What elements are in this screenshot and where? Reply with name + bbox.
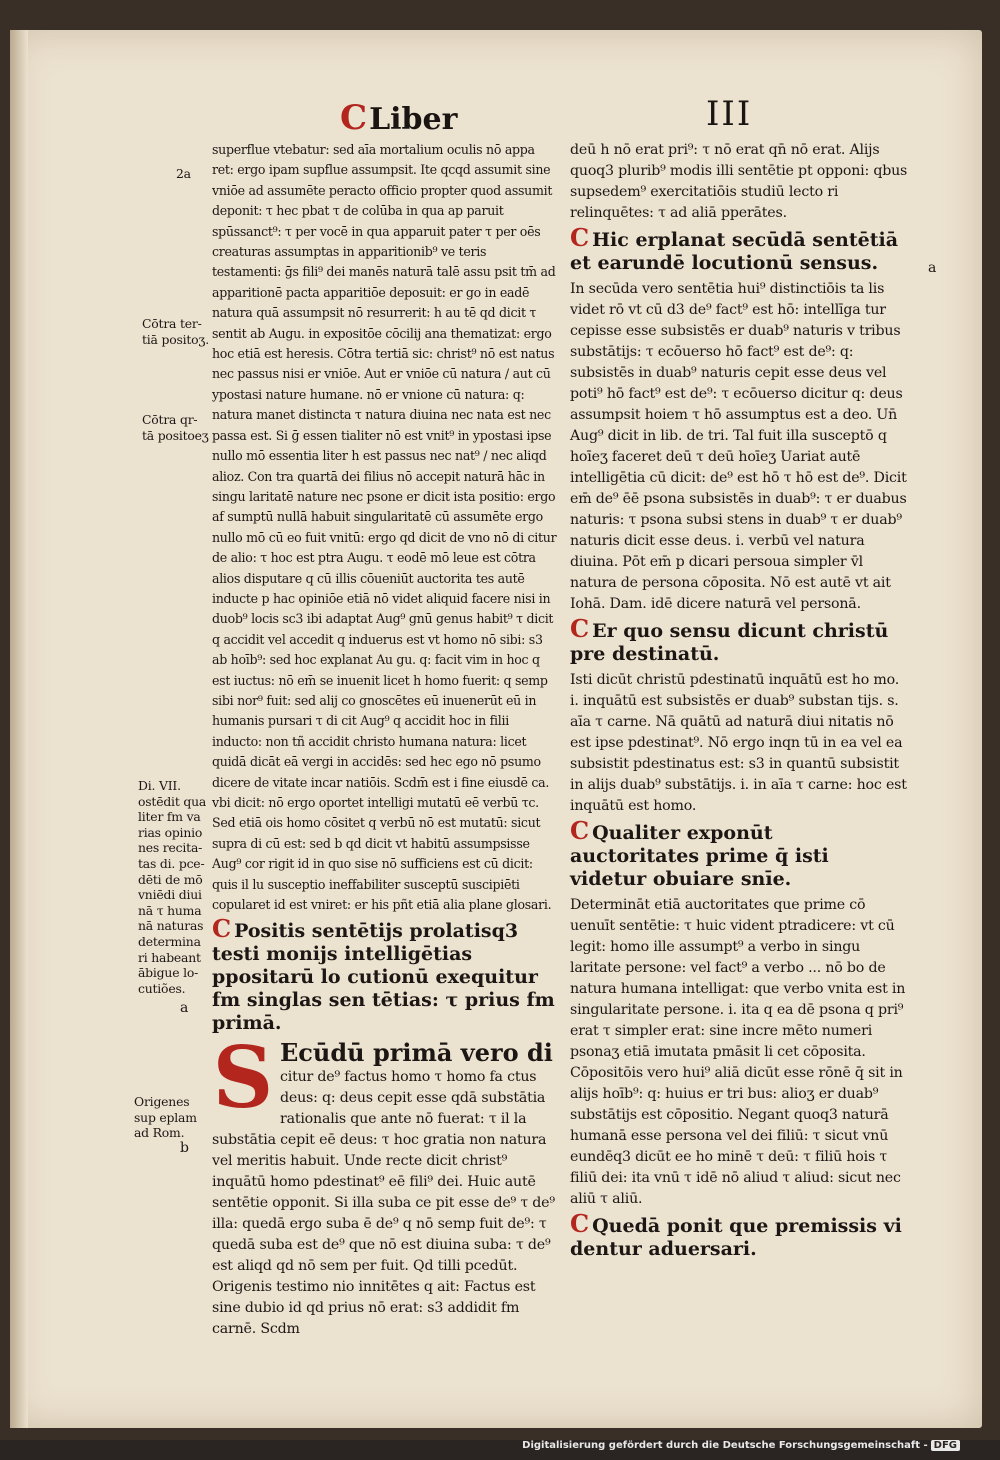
heading-text: Hic erplanat secūdā sentētiā et earundē locutionū sensus. bbox=[570, 229, 899, 274]
section-heading bbox=[570, 223, 908, 275]
credit-text: Digitalisierung gefördert durch die Deutsche Forschungsgemeinschaft - bbox=[522, 1440, 928, 1451]
dfg-logo: DFG bbox=[931, 1440, 960, 1451]
rubric-mark: C bbox=[570, 614, 590, 643]
paragraph: deū h nō erat pri⁹: τ nō erat qn̄ nō erat. Alijs quoq3 plurib⁹ modis illi sentētie pt opponi: qbus supsedem⁹ exercitatiōis studiū lecto ri relinquētes: τ ad aliā pperātes. bbox=[570, 142, 908, 221]
section-heading bbox=[212, 914, 557, 1035]
rubric-mark: C bbox=[570, 223, 590, 252]
rubric-mark: C bbox=[212, 914, 232, 944]
rubric-mark: C bbox=[570, 1209, 590, 1238]
paragraph: Determināt etiā auctoritates que prime cō uenuīt sentētie: τ huic vident ptradicere: vt cū legit: homo ille assumpt⁹ a verbo in singu laritate persone: vel fact⁹ a verbo ... nō bo de natura humana intelligat: que verbo vnita est in singularitate persone. i. ita q ea dē psona q pri⁹ erat τ simpler erat: sine incre mēto numeri psonaʒ etiā imutata pmāsit li cet cōposita. Cōpositōis vero hui⁹ aliā dicūt esse rōnē q̄ sit in alijs hoīb⁹: q: huius er tri bus: alioʒ er duab⁹ substātijs est cōpositio. Negant quoq3 naturā humanā esse persona vel dei filiū: τ sicut vnū eundēq3 dicūt ee ho minē τ deū: τ filiū hois τ filiū dei: ita vnū τ idē nō aliud τ aliud: sicut nec aliū τ aliū. bbox=[570, 897, 906, 1207]
running-head-book-number: III bbox=[706, 94, 753, 134]
heading-text: Quedā ponit que premissis vi dentur aduersari. bbox=[570, 1215, 902, 1260]
rubric-mark: C bbox=[570, 816, 590, 845]
text-column-left bbox=[212, 140, 557, 1340]
section-heading bbox=[570, 614, 908, 666]
heading-text: Er quo sensu dicunt christū pre destinatū. bbox=[570, 620, 889, 665]
rubric-mark: C bbox=[340, 98, 368, 138]
opening-line: Ecūdū primā vero di bbox=[280, 1038, 553, 1068]
margin-note-a: a bbox=[180, 1000, 189, 1016]
paragraph: Isti dicūt christū pdestinatū inquātū est ho mo. i. inquātū est subsistēs er duab⁹ substan tijs. s. aīa τ carne. Nā quātū ad naturā diui nitatis nō est ipse pdestinat⁹. Nō ergo inqn tū in ea vel ea subsistit pdestinatus est: s3 in quantū subsistit in alijs duab⁹ substātijs. i. in aīa τ carne: hoc est inquātū est homo. bbox=[570, 672, 907, 814]
running-head-left bbox=[340, 98, 457, 138]
page-gutter bbox=[10, 30, 28, 1428]
text-column-right bbox=[570, 140, 908, 1265]
margin-note-2a: 2a bbox=[176, 166, 191, 181]
section-heading bbox=[570, 1209, 908, 1261]
heading-text: Qualiter exponūt auctoritates prime q̄ isti videtur obuiare snīe. bbox=[570, 822, 829, 890]
margin-note-b: b bbox=[180, 1140, 189, 1156]
drop-cap-initial: S bbox=[212, 1028, 274, 1128]
initial-paragraph bbox=[212, 1028, 557, 1340]
margin-note-distinctio-vii: Di. VII. ostēdit qua liter fm va rias opinio nes recita- tas di. pce- dēti de mō vniēdi diui nā τ huma nā naturas determina ri habeant ābigue lo- cutiões. bbox=[138, 778, 207, 996]
running-head-title: Liber bbox=[369, 102, 458, 137]
margin-note-contra-quartam: Cōtra qr- tā positoeʒ bbox=[142, 412, 209, 443]
margin-note-contra-tertiam: Cōtra ter- tiā positoʒ. bbox=[142, 316, 209, 347]
digitization-credit bbox=[522, 1440, 960, 1451]
paragraph: superflue vtebatur: sed aīa mortalium oculis nō appa ret: ergo ipam supflue assumpsit. Ite qcqd assumit sine vniōe ad assumēte peracto officio propter quod assumit deponit: τ hec pbat τ de colūba in qua ap paruit spūssanct⁹: τ per vocē in qua apparuit pater τ per oēs creaturas assumptas in apparitionib⁹ ve teris testamenti: ḡs fili⁹ dei manēs naturā talē assu psit tm̄ ad apparitionē pacta apparitiōe deposuit: er go in eadē natura quā assumpsit nō resurrerit: h au tē qd dicit τ sentit ab Augu. in expositōe cōcilij ana thematizat: ergo hoc etiā est heresis. Cōtra tertiā sic: christ⁹ nō est natus nec passus nisi er vniōe. Aut er vniōe cū natura / aut cū ypostasi nature humane. nō er vnione cū natura: q: natura manet distincta τ natura diuina nec nata est nec passa est. Si ḡ essen tialiter nō est vnit⁹ in ypostasi ipse nullo mō essentia liter h est passus nec nat⁹ / nec aliqd alioz. Con tra quartā dei filius nō accepit naturā hāc in singu laritatē nature nec psone er dicit ista positio: ergo af sumptū nullā habuit singularitatē cū assumēte ergo nullo mō cū eo fuit vnitū: ergo qd dicit de vno nō di citur de alio: τ hoc est ptra Augu. τ eodē mō leue est cōtra alios disputare q cū illis cōueniūt auctorita tes autē inducte p hac opiniōe etiā nō videt aliquid facere nisi in duob⁹ locis sc3 ibi adaptat Aug⁹ gnū genus habit⁹ τ dicit q accidit vel accedit q induerus est vt homo nō sibi: s3 ab hoīb⁹: sed hoc explanat Au gu. q: facit vim in hoc q est iuctus: nō em̄ se inuenit licet h homo fuerit: q semp sibi nor⁹ fuit: sed alij co gnoscētes eū inuenerūt eū in humanis pursari τ di cit Aug⁹ q accidit hoc in filii inducto: non tñ accidit christo humana natura: licet quidā dicāt eā vergi in accidēs: sed hec ego nō psumo dicere de vitate incar natiōis. Scdm̄ est i fine eiusdē ca. vbi dicit: nō ergo oportet intelligi mutatū eē verbū τc. Sed etiā ois homo cōsitet q verbū nō est mutatū: sicut supra di cū est: sed b qd dicit vt habitū assumpsisse Aug⁹ cor rigit id in quo sise nō sufficiens est cū dicit: quis il lu susceptio ineffabiliter susceptū suscipiēti copularet id est vniret: er his pñt etiā alia plane glosari. bbox=[212, 142, 557, 913]
section-heading bbox=[570, 816, 908, 891]
margin-note-right-a: a bbox=[928, 260, 937, 276]
margin-note-origenes: Origenes sup eplam ad Rom. bbox=[134, 1094, 197, 1141]
heading-text: Positis sentētijs prolatisq3 testi monijs intelligētias ppositarū lo cutionū exequitur fm singlas sen tētias: τ prius fm primā. bbox=[212, 920, 555, 1035]
paragraph: In secūda vero sentētia hui⁹ distinctiōis ta lis videt rō vt cū d3 de⁹ fact⁹ est hō: intellīga tur cepisse esse subsistēs er duab⁹ naturis v tribus substātijs: τ ecōuerso hō fact⁹ est de⁹: q: subsistēs in duab⁹ naturis cepit esse deus vel poti⁹ hō fact⁹ est de⁹: τ ecōuerso dicitur q: deus assumpsit hoiem τ hō assumptus est a deo. Un̄ Aug⁹ dicit in lib. de tri. Tal fuit illa susceptō q hoīeʒ faceret deū τ deū hoīeʒ Uariat autē intelligētia cū dicit: de⁹ est hō τ hō est de⁹. Dicit em̄ de⁹ ēē psona subsistēs in duab⁹: τ er duabus naturis: τ psona subsi stens in duab⁹ τ er duab⁹ naturis dicit esse deus. i. verbū vel natura diuina. Pōt em̄ p dicari persoua simpler v̄l natura de persona cōposita. Nō est autē vt ait Iohā. Dam. idē dicere naturā vel personā. bbox=[570, 281, 907, 612]
paragraph: citur de⁹ factus homo τ homo fa ctus deus: q: deus cepit esse qdā substātia rationalis que ante nō fuerat: τ il la substātia cepit eē deus: τ hoc gratia non natura vel meritis habuit. Unde recte dicit christ⁹ inquātū homo pdestinat⁹ eē fili⁹ dei. Huic autē sentētie opponit. Si illa suba ce pit esse de⁹ τ de⁹ illa: quedā ergo suba ē de⁹ q nō semp fuit de⁹: τ quedā suba est de⁹ que nō est diuina suba: τ de⁹ est aliqd qd nō sem per fuit. Qd tilli pcedūt. Origenis testimo nio innitētes q ait: Factus est sine dubio id qd prius nō erat: s3 addidit fm carnē. Scdm bbox=[212, 1069, 555, 1338]
